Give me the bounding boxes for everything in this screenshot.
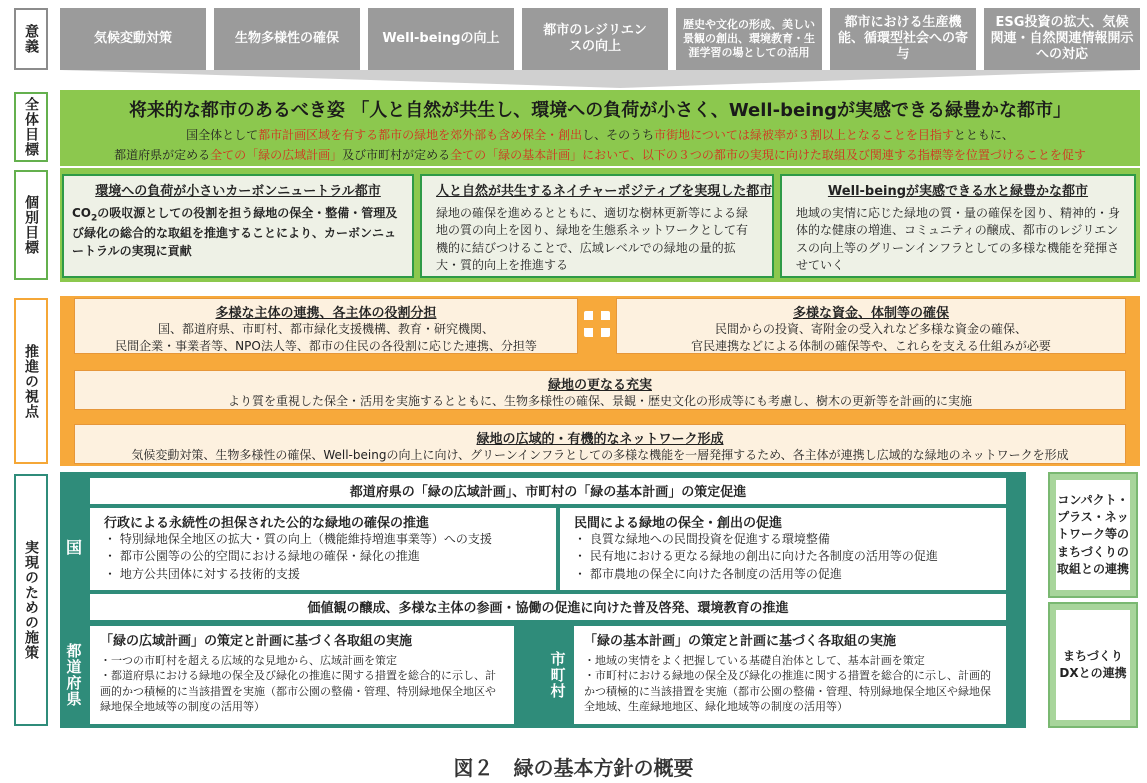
overall-goal-title: 将来的な都市のあるべき姿 「人と自然が共生し、環境への負荷が小さく、Well-beingが実感できる緑豊かな都市」 [128,100,1072,121]
measure-awareness: 価値観の醸成、多様な主体の参画・協働の促進に向けた普及啓発、環境教育の推進 [90,594,1006,620]
goal-nature-positive: 人と自然が共生するネイチャーポジティブを実現した都市 緑地の確保を進めるとともに、適切な樹林更新等による緑地の質の向上を図り、緑地を生態系ネットワークとして有機的に結びつけることで、広域レベルでの緑地の量的拡大・質的向上を推進する [420,174,774,278]
row-label-overall-goal: 全体目標 [14,92,48,162]
significance-esg: ESG投資の拡大、気候関連・自然関連情報開示への対応 [984,8,1140,70]
perspective-enhancement: 緑地の更なる充実 より質を重視した保全・活用を実施するとともに、生物多様性の確保、景観・歴史文化の形成等にも考慮し、樹木の更新等を計画的に実施 [74,370,1126,410]
goal-carbon-neutral: 環境への負荷が小さいカーボンニュートラル都市 $CO_2$の吸収源としての役割を担う緑地の保全・整備・管理及び緑化の総合的な取組を推進することにより、カーボンニュートラルの実現に貢献 [62,174,414,278]
measure-municipality: 「緑の基本計画」の策定と計画に基づく各取組の実施 ・地域の実情をよく把握している基礎自治体として、基本計画を策定 ・市町村における緑地の保全及び緑化の推進に関する措置を総合的に示し、計画的かつ積極的に当該措置を実施（都市公園の整備・管理、特別緑地保全地区や緑地保全地域、生産緑地地区、緑化地域等の制度の活用等） [574,626,1006,724]
perspective-collaboration: 多様な主体の連携、各主体の役割分担 国、都道府県、市町村、都市緑化支援機構、教育・研究機関、 民間企業・事業者等、NPO法人等、都市の住民の各役割に応じた連携、分担等 [74,298,578,354]
down-arrow-graphic [60,70,1140,88]
prefecture-label: 都道府県 [64,643,83,707]
measure-public-green: 行政による永続性の担保された公的な緑地の確保の推進 ・ 特別緑地保全地区の拡大・質の向上（機能維持増進事業等）への支援 ・ 都市公園等の公的空間における緑地の確保・緑化の推進 ・ 地方公共団体に対する技術的支援 [90,508,556,590]
row-label-perspective: 推進の視点 [14,298,48,464]
perspective-network: 緑地の広域的・有機的なネットワーク形成 気候変動対策、生物多様性の確保、Well-beingの向上に向け、グリーンインフラとしての多様な機能を一層発揮するため、各主体が連携し広域的な緑地のネットワークを形成 [74,424,1126,464]
goal-wellbeing: Well-beingが実感できる水と緑豊かな都市 地域の実情に応じた緑地の質・量の確保を図り、精神的・身体的な健康の増進、コミュニティの醸成、都市のレジリエンスの向上等のグリーンインフラとしての多様な機能を発揮させていく [780,174,1136,278]
row-label-individual-goals: 個別目標 [14,170,48,280]
significance-culture: 歴史や文化の形成、美しい景観の創出、環境教育・生涯学習の場としての活用 [676,8,822,70]
significance-resilience: 都市のレジリエンスの向上 [522,8,668,70]
significance-wellbeing: Well-beingの向上 [368,8,514,70]
row-label-significance: 意義 [14,8,48,70]
measure-plan-promotion: 都道府県の「緑の広域計画」、市町村の「緑の基本計画」の策定促進 [90,478,1006,504]
figure-caption: 図２ 緑の基本方針の概要 [453,756,694,780]
perspective-funding: 多様な資金、体制等の確保 民間からの投資、寄附金の受入れなど多様な資金の確保、 官民連携などによる体制の確保等や、これらを支える仕組みが必要 [616,298,1126,354]
row-label-measures: 実現のための施策 [14,474,48,726]
significance-production: 都市における生産機能、循環型社会への寄与 [830,8,976,70]
link-compact-network: コンパクト・プラス・ネットワーク等のまちづくりの取組との連携 [1048,472,1138,598]
significance-climate: 気候変動対策 [60,8,206,70]
plus-icon [584,311,610,337]
overall-goal-line1: 国全体として都市計画区域を有する都市の緑地を郊外部も含め保全・創出し、そのうち市街地については緑被率が３割以上となることを目指すとともに、 [186,128,1014,142]
overall-goal-line2: 都道府県が定める全ての「緑の広域計画」及び市町村が定める全ての「緑の基本計画」において、以下の３つの都市の実現に向けた取組及び関連する指標等を位置づけることを促す [114,148,1086,162]
municipality-label: 市町村 [548,651,567,699]
link-town-dx: まちづくりDXとの連携 [1048,602,1138,728]
measure-private-green: 民間による緑地の保全・創出の促進 ・ 良質な緑地への民間投資を促進する環境整備 ・ 民有地における更なる緑地の創出に向けた各制度の活用等の促進 ・ 都市農地の保全に向けた各制度の活用等の促進 [560,508,1006,590]
overall-goal-panel [60,90,1140,166]
measure-prefecture: 「緑の広域計画」の策定と計画に基づく各取組の実施 ・一つの市町村を超える広域的な見地から、広域計画を策定 ・都道府県における緑地の保全及び緑化の推進に関する措置を総合的に示し、計画的かつ積極的に当該措置を実施（都市公園の整備・管理、特別緑地保全地区や緑地保全地域等の制度の活用等） [90,626,514,724]
significance-biodiversity: 生物多様性の確保 [214,8,360,70]
national-label: 国 [65,537,82,557]
